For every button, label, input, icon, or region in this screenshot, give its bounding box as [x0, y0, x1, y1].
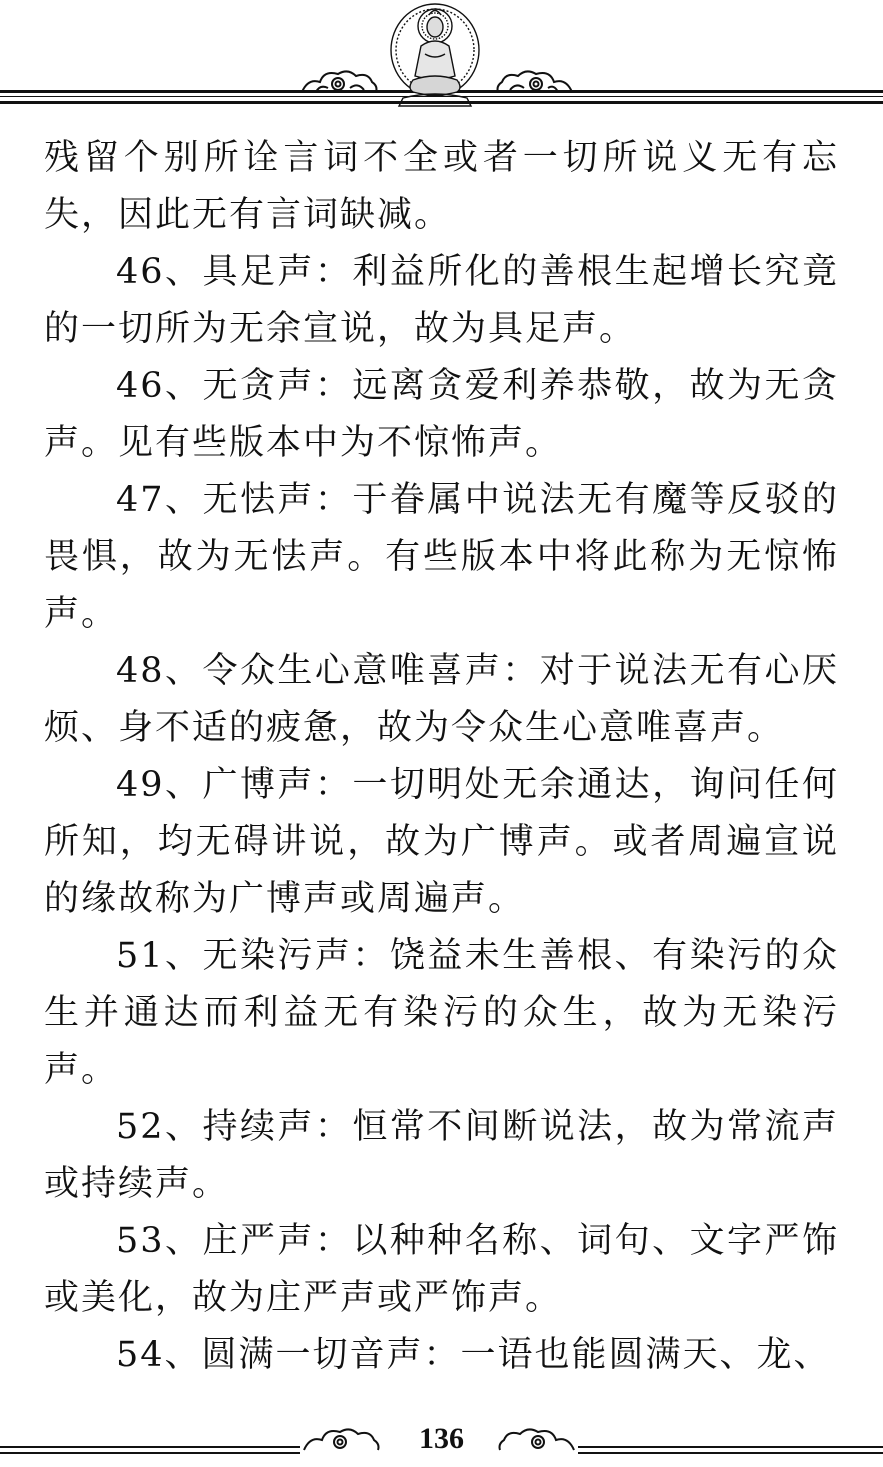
paragraph-54-perfect-voice: 54、圆满一切音声：一语也能圆满天、龙、	[116, 1335, 831, 1375]
paragraph-52-continuous-voice: 52、持续声：恒常不间断说法，故为常流声或持续声。	[44, 1107, 839, 1204]
paragraph-51-undefiled-voice: 51、无染污声：饶益未生善根、有染污的众生并通达而利益无有染污的众生，故为无染污声。	[44, 936, 839, 1090]
cloud-ornament-right-icon	[494, 68, 576, 98]
paragraph-49-vast-voice: 49、广博声：一切明处无余通达，询问任何所知，均无碍讲说，故为广博声。或者周遍宣说的缘故称为广博声或周遍声。	[44, 765, 839, 919]
body-text	[44, 130, 839, 1384]
page-footer	[0, 1416, 883, 1467]
paragraph-47-fearless-voice: 47、无怯声：于眷属中说法无有魔等反驳的畏惧，故为无怯声。有些版本中将此称为无惊怖声。	[44, 480, 839, 634]
page-header	[0, 0, 883, 112]
page-number: 136	[419, 1422, 464, 1455]
paragraph-46-complete-voice: 46、具足声：利益所化的善根生起增长究竟的一切所为无余宣说，故为具足声。	[44, 252, 839, 349]
paragraph-46-non-greed-voice: 46、无贪声：远离贪爱利养恭敬，故为无贪声。见有些版本中为不惊怖声。	[44, 366, 839, 463]
buddha-emblem-icon	[385, 2, 485, 110]
paragraph-53-adorned-voice: 53、庄严声：以种种名称、词句、文字严饰或美化，故为庄严声或严饰声。	[44, 1221, 839, 1318]
paragraph-48-joyful-voice: 48、令众生心意唯喜声：对于说法无有心厌烦、身不适的疲惫，故为令众生心意唯喜声。	[44, 651, 839, 748]
cloud-ornament-left-icon	[298, 68, 380, 98]
paragraph-continuation: 残留个别所诠言词不全或者一切所说义无有忘失，因此无有言词缺减。	[44, 138, 839, 235]
